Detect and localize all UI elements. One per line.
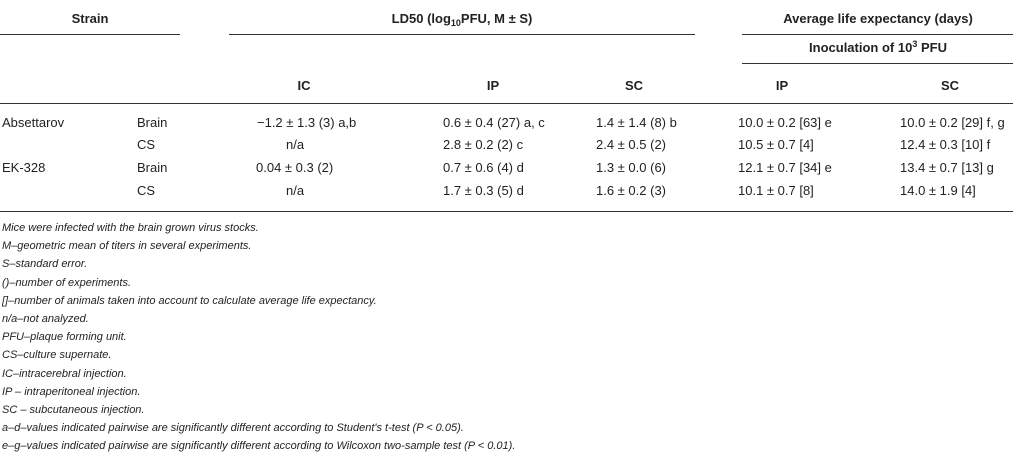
header-rule-ld50 xyxy=(229,34,695,35)
header-rule-life xyxy=(742,34,1013,35)
footnote: IP – intraperitoneal injection. xyxy=(2,385,141,398)
ld50-header: LD50 ($\log_{10}PFU$, M ± S) xyxy=(391,11,533,28)
cell-ld50-ic: −1.2 ± 1.3 (3) a,b xyxy=(257,115,357,130)
cell-ld50-ip: 0.6 ± 0.4 (27) a, c xyxy=(443,115,545,130)
inoculation-header: Inoculation of $10^3$ PFU xyxy=(809,39,947,55)
footnote: S–standard error. xyxy=(2,258,88,271)
row-source: CS xyxy=(137,137,156,152)
inoculation-rule xyxy=(742,63,1013,64)
col-header-sc-life: SC xyxy=(940,78,960,93)
cell-ld50-ic: n/a xyxy=(286,183,305,198)
col-header-ic: IC xyxy=(297,78,311,93)
footnote: Mice were infected with the brain grown virus stocks. xyxy=(2,222,259,234)
cell-life-ip: 10.5 ± 0.7 [4] xyxy=(738,137,814,152)
row-source: Brain xyxy=(137,115,168,130)
row-strain: EK-328 xyxy=(2,160,46,175)
cell-life-sc: 12.4 ± 0.3 [10] f xyxy=(900,137,991,152)
col-header-ip: IP xyxy=(486,78,500,93)
footnote: CS–culture supernate. xyxy=(2,349,112,362)
footnote: a–d–values indicated pairwise are significantly different according to Student's t-test (P < 0.05). xyxy=(2,422,464,435)
cell-life-sc: 10.0 ± 0.2 [29] f, g xyxy=(900,115,1005,130)
footnote: SC – subcutaneous injection. xyxy=(2,404,145,417)
table-bottom-rule xyxy=(0,211,1013,212)
cell-ld50-ip: 0.7 ± 0.6 (4) d xyxy=(443,160,524,175)
life-expectancy-header: Average life expectancy (days) xyxy=(783,11,973,26)
footnote: ()–number of experiments. xyxy=(2,276,131,289)
column-header-rule xyxy=(0,103,1013,104)
cell-ld50-sc: 1.4 ± 1.4 (8) b xyxy=(596,115,677,130)
footnote: M–geometric mean of titers in several experiments. xyxy=(2,240,252,253)
footnote: []–number of animals taken into account to calculate average life expectancy. xyxy=(2,294,377,307)
header-rule-strain xyxy=(0,34,180,35)
cell-life-ip: 12.1 ± 0.7 [34] e xyxy=(738,160,832,175)
row-strain: Absettarov xyxy=(2,115,65,130)
cell-ld50-sc: 1.3 ± 0.0 (6) xyxy=(596,160,667,175)
cell-ld50-ic: n/a xyxy=(286,137,305,152)
cell-ld50-sc: 1.6 ± 0.2 (3) xyxy=(596,183,667,198)
col-header-sc: SC xyxy=(624,78,644,93)
col-header-ip-life: IP xyxy=(775,78,789,93)
cell-ld50-ic: 0.04 ± 0.3 (2) xyxy=(256,160,334,175)
footnote: PFU–plaque forming unit. xyxy=(2,331,127,344)
row-source: Brain xyxy=(137,160,168,175)
cell-ld50-sc: 2.4 ± 0.5 (2) xyxy=(596,137,667,152)
row-source: CS xyxy=(137,183,156,198)
cell-life-sc: 14.0 ± 1.9 [4] xyxy=(900,183,976,198)
footnote: n/a–not analyzed. xyxy=(2,313,89,326)
strain-header: Strain xyxy=(71,11,109,26)
footnote: IC–intracerebral injection. xyxy=(2,367,127,380)
cell-ld50-ip: 1.7 ± 0.3 (5) d xyxy=(443,183,524,198)
cell-life-sc: 13.4 ± 0.7 [13] g xyxy=(900,160,994,175)
cell-life-ip: 10.0 ± 0.2 [63] e xyxy=(738,115,832,130)
cell-ld50-ip: 2.8 ± 0.2 (2) c xyxy=(443,137,524,152)
footnote: e–g–values indicated pairwise are significantly different according to Wilcoxon two-sample test (P < 0.01). xyxy=(2,440,516,453)
cell-life-ip: 10.1 ± 0.7 [8] xyxy=(738,183,814,198)
table-footnotes xyxy=(2,219,515,456)
